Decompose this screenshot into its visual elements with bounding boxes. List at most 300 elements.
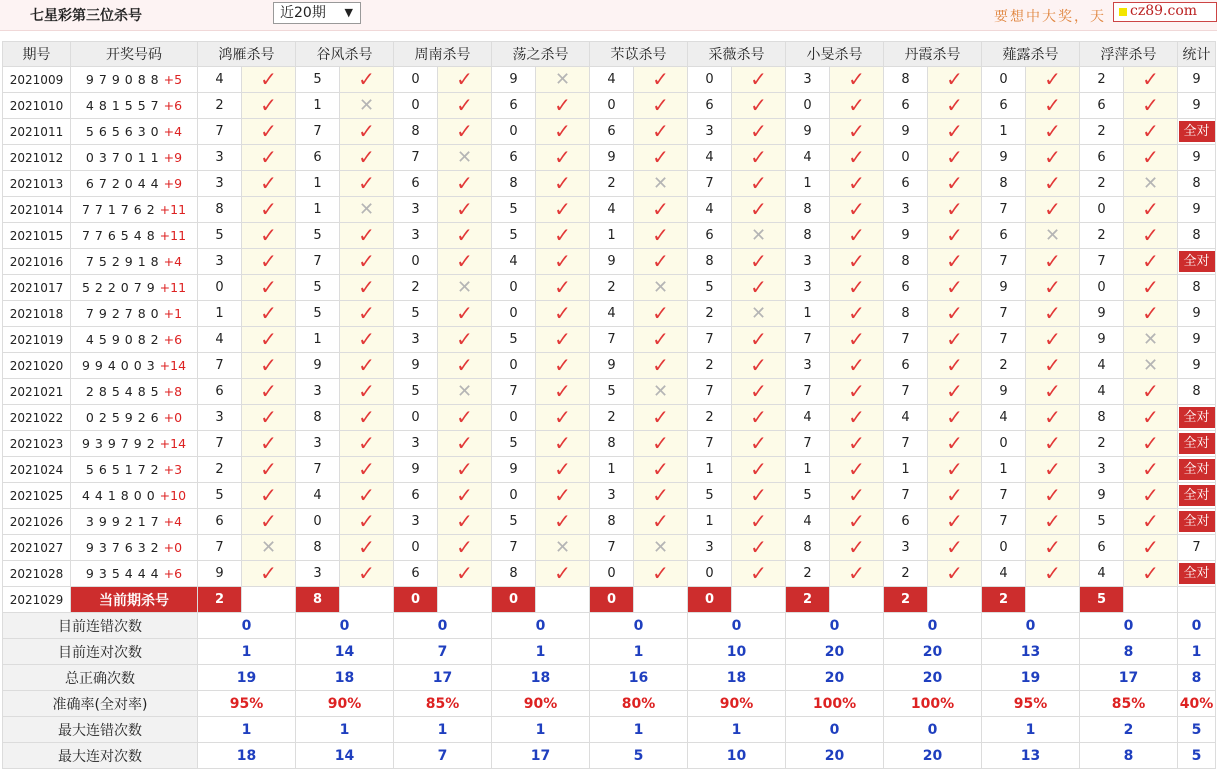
kill-number-cell: 3	[786, 353, 830, 379]
result-mark-cell	[242, 145, 296, 171]
result-mark-cell	[634, 431, 688, 457]
check-icon: ✓	[260, 509, 277, 533]
result-mark-cell	[438, 301, 492, 327]
draw-numbers-cell	[71, 275, 198, 301]
empty-cell	[928, 587, 982, 613]
check-icon: ✓	[946, 249, 963, 273]
table-row	[3, 379, 1216, 405]
check-icon: ✓	[1044, 561, 1061, 585]
result-mark-cell	[928, 145, 982, 171]
result-mark-cell	[340, 93, 394, 119]
check-icon: ✓	[456, 431, 473, 455]
kill-number-cell: 4	[786, 405, 830, 431]
check-icon: ✓	[1044, 405, 1061, 429]
all-correct-badge: 全对	[1179, 485, 1215, 506]
result-mark-cell	[830, 561, 884, 587]
check-icon: ✓	[652, 223, 669, 247]
result-mark-cell	[732, 145, 786, 171]
result-mark-cell	[732, 93, 786, 119]
summary-value: 0	[884, 717, 982, 743]
kill-number-cell: 6	[884, 171, 928, 197]
result-mark-cell	[1124, 483, 1178, 509]
period-cell: 2021019	[3, 327, 71, 353]
result-mark-cell	[634, 327, 688, 353]
summary-value: 18	[296, 665, 394, 691]
result-mark-cell	[1026, 301, 1080, 327]
result-mark-cell	[536, 353, 590, 379]
period-cell: 2021023	[3, 431, 71, 457]
cross-icon: ✕	[1044, 224, 1061, 246]
summary-value: 0	[492, 613, 590, 639]
check-icon: ✓	[260, 483, 277, 507]
kill-number-cell: 4	[198, 327, 242, 353]
kill-number-cell: 7	[786, 431, 830, 457]
check-icon: ✓	[456, 93, 473, 117]
period-cell: 2021011	[3, 119, 71, 145]
result-mark-cell	[340, 379, 394, 405]
column-header: 开奖号码	[71, 42, 198, 67]
draw-sum: +6	[163, 332, 183, 347]
result-mark-cell	[1026, 353, 1080, 379]
check-icon: ✓	[260, 457, 277, 481]
kill-number-cell: 7	[492, 535, 536, 561]
summary-value: 10	[688, 639, 786, 665]
summary-value: 16	[590, 665, 688, 691]
kill-number-cell: 1	[296, 327, 340, 353]
check-icon: ✓	[946, 327, 963, 351]
result-mark-cell	[634, 223, 688, 249]
result-mark-cell	[438, 457, 492, 483]
result-mark-cell	[1026, 93, 1080, 119]
draw-digits: 939792	[81, 436, 160, 451]
check-icon: ✓	[1142, 431, 1159, 455]
result-mark-cell	[928, 197, 982, 223]
result-mark-cell	[438, 509, 492, 535]
current-kill-label: 当前期杀号	[71, 587, 198, 613]
check-icon: ✓	[554, 93, 571, 117]
check-icon: ✓	[848, 405, 865, 429]
column-header: 小旻杀号	[786, 42, 884, 67]
draw-sum: +11	[159, 228, 187, 243]
check-icon: ✓	[946, 509, 963, 533]
kill-number-cell: 0	[786, 93, 830, 119]
kill-number-cell: 6	[982, 93, 1026, 119]
kill-number-cell: 7	[884, 431, 928, 457]
check-icon: ✓	[946, 171, 963, 195]
table-row	[3, 67, 1216, 93]
check-icon: ✓	[358, 457, 375, 481]
result-mark-cell	[340, 509, 394, 535]
cross-icon: ✕	[554, 68, 571, 90]
result-mark-cell	[928, 327, 982, 353]
check-icon: ✓	[946, 67, 963, 91]
check-icon: ✓	[358, 327, 375, 351]
result-mark-cell	[536, 535, 590, 561]
check-icon: ✓	[1044, 249, 1061, 273]
summary-value: 0	[590, 613, 688, 639]
draw-numbers-cell	[71, 483, 198, 509]
kill-number-cell: 0	[1080, 197, 1124, 223]
summary-value: 5	[590, 743, 688, 769]
summary-value: 17	[394, 665, 492, 691]
draw-numbers-cell	[71, 67, 198, 93]
summary-value: 5	[1178, 743, 1216, 769]
period-cell: 2021026	[3, 509, 71, 535]
kill-number-cell: 4	[296, 483, 340, 509]
check-icon: ✓	[358, 431, 375, 455]
kill-number-cell: 8	[786, 535, 830, 561]
period-cell: 2021021	[3, 379, 71, 405]
kill-number-cell: 5	[296, 223, 340, 249]
check-icon: ✓	[1044, 457, 1061, 481]
result-mark-cell	[634, 483, 688, 509]
column-header: 谷风杀号	[296, 42, 394, 67]
result-mark-cell	[242, 223, 296, 249]
check-icon: ✓	[652, 197, 669, 221]
kill-number-cell: 4	[590, 67, 634, 93]
check-icon: ✓	[1142, 145, 1159, 169]
check-icon: ✓	[1142, 509, 1159, 533]
kill-number-cell: 4	[590, 197, 634, 223]
table-row	[3, 197, 1216, 223]
draw-sum: +3	[163, 462, 183, 477]
period-range-select[interactable]	[273, 2, 361, 24]
check-icon: ✓	[554, 119, 571, 143]
result-mark-cell	[928, 353, 982, 379]
kill-number-cell: 0	[394, 67, 438, 93]
period-cell: 2021020	[3, 353, 71, 379]
current-kill-value: 2	[884, 587, 928, 613]
check-icon: ✓	[848, 171, 865, 195]
check-icon: ✓	[848, 457, 865, 481]
result-mark-cell	[634, 457, 688, 483]
kill-number-cell: 5	[492, 431, 536, 457]
result-mark-cell	[732, 483, 786, 509]
kill-number-cell: 0	[492, 483, 536, 509]
draw-digits: 776548	[81, 228, 160, 243]
current-kill-value: 2	[786, 587, 830, 613]
column-header: 统计	[1178, 42, 1216, 67]
check-icon: ✓	[1142, 535, 1159, 559]
current-kill-value: 0	[492, 587, 536, 613]
result-mark-cell	[732, 171, 786, 197]
check-icon: ✓	[946, 275, 963, 299]
check-icon: ✓	[946, 561, 963, 585]
column-header: 浮萍杀号	[1080, 42, 1178, 67]
check-icon: ✓	[1044, 327, 1061, 351]
result-mark-cell	[1124, 379, 1178, 405]
stat-cell: 8	[1178, 223, 1216, 249]
result-mark-cell	[1026, 171, 1080, 197]
check-icon: ✓	[554, 483, 571, 507]
summary-value: 0	[688, 613, 786, 639]
kill-number-cell: 4	[198, 67, 242, 93]
check-icon: ✓	[946, 483, 963, 507]
site-logo[interactable]	[1113, 2, 1217, 22]
check-icon: ✓	[750, 483, 767, 507]
result-mark-cell	[340, 431, 394, 457]
summary-value: 8	[1080, 639, 1178, 665]
summary-value: 95%	[982, 691, 1080, 717]
draw-numbers-cell	[71, 249, 198, 275]
kill-number-cell: 2	[688, 353, 732, 379]
kill-number-cell: 1	[884, 457, 928, 483]
period-cell: 2021012	[3, 145, 71, 171]
cross-icon: ✕	[1142, 354, 1159, 376]
summary-value: 20	[884, 743, 982, 769]
check-icon: ✓	[456, 171, 473, 195]
check-icon: ✓	[554, 197, 571, 221]
check-icon: ✓	[750, 509, 767, 533]
check-icon: ✓	[750, 249, 767, 273]
kill-number-cell: 0	[394, 405, 438, 431]
column-header: 周南杀号	[394, 42, 492, 67]
result-mark-cell	[830, 67, 884, 93]
check-icon: ✓	[652, 457, 669, 481]
kill-number-cell: 7	[492, 379, 536, 405]
kill-number-cell: 8	[590, 431, 634, 457]
result-mark-cell	[438, 431, 492, 457]
draw-sum: +14	[159, 358, 187, 373]
empty-cell	[830, 587, 884, 613]
check-icon: ✓	[848, 223, 865, 247]
summary-value: 0	[786, 717, 884, 743]
check-icon: ✓	[1142, 275, 1159, 299]
empty-cell	[536, 587, 590, 613]
result-mark-cell	[928, 431, 982, 457]
result-mark-cell	[438, 561, 492, 587]
summary-value: 0	[1178, 613, 1216, 639]
draw-numbers-cell	[71, 171, 198, 197]
draw-numbers-cell	[71, 561, 198, 587]
table-row	[3, 509, 1216, 535]
summary-value: 13	[982, 743, 1080, 769]
result-mark-cell	[830, 197, 884, 223]
cross-icon: ✕	[652, 380, 669, 402]
summary-value: 90%	[296, 691, 394, 717]
draw-numbers-cell	[71, 457, 198, 483]
check-icon: ✓	[750, 119, 767, 143]
kill-number-cell: 7	[884, 483, 928, 509]
draw-sum: +8	[163, 384, 183, 399]
kill-number-cell: 3	[296, 561, 340, 587]
check-icon: ✓	[260, 171, 277, 195]
result-mark-cell	[438, 93, 492, 119]
draw-numbers-cell	[71, 327, 198, 353]
check-icon: ✓	[554, 275, 571, 299]
result-mark-cell	[340, 223, 394, 249]
kill-number-cell: 0	[982, 67, 1026, 93]
check-icon: ✓	[848, 249, 865, 273]
table-row	[3, 275, 1216, 301]
kill-number-cell: 5	[688, 275, 732, 301]
summary-value: 1	[590, 717, 688, 743]
result-mark-cell	[536, 327, 590, 353]
result-mark-cell	[242, 535, 296, 561]
draw-digits: 937632	[85, 540, 164, 555]
kill-number-cell: 8	[884, 301, 928, 327]
check-icon: ✓	[750, 379, 767, 403]
check-icon: ✓	[1142, 93, 1159, 117]
column-header: 期号	[3, 42, 71, 67]
summary-value: 20	[884, 639, 982, 665]
check-icon: ✓	[260, 379, 277, 403]
summary-value: 20	[884, 665, 982, 691]
summary-label: 最大连错次数	[3, 717, 198, 743]
draw-digits: 994003	[81, 358, 160, 373]
kill-number-cell: 6	[394, 171, 438, 197]
check-icon: ✓	[358, 535, 375, 559]
summary-value: 1	[1178, 639, 1216, 665]
empty-cell	[1026, 587, 1080, 613]
check-icon: ✓	[652, 327, 669, 351]
result-mark-cell	[536, 561, 590, 587]
result-mark-cell	[830, 353, 884, 379]
check-icon: ✓	[554, 405, 571, 429]
kill-number-cell: 5	[394, 301, 438, 327]
check-icon: ✓	[848, 509, 865, 533]
column-header: 鸿雁杀号	[198, 42, 296, 67]
kill-number-cell: 2	[590, 405, 634, 431]
summary-value: 18	[198, 743, 296, 769]
current-period-row	[3, 587, 1216, 613]
kill-number-cell: 6	[492, 145, 536, 171]
result-mark-cell	[536, 457, 590, 483]
check-icon: ✓	[652, 67, 669, 91]
summary-value: 8	[1178, 665, 1216, 691]
kill-number-cell: 5	[198, 223, 242, 249]
result-mark-cell	[536, 275, 590, 301]
kill-number-cell: 6	[884, 93, 928, 119]
summary-value: 100%	[786, 691, 884, 717]
check-icon: ✓	[946, 197, 963, 221]
kill-number-cell: 7	[688, 327, 732, 353]
result-mark-cell	[242, 327, 296, 353]
result-mark-cell	[438, 119, 492, 145]
current-kill-value: 0	[590, 587, 634, 613]
logo-square-icon	[1119, 8, 1127, 16]
result-mark-cell	[242, 509, 296, 535]
check-icon: ✓	[946, 353, 963, 377]
kill-number-cell: 2	[1080, 223, 1124, 249]
result-mark-cell	[928, 275, 982, 301]
empty-cell	[1124, 587, 1178, 613]
current-kill-value: 0	[394, 587, 438, 613]
summary-row	[3, 717, 1216, 743]
draw-digits: 285485	[85, 384, 164, 399]
stat-cell: 9	[1178, 353, 1216, 379]
result-mark-cell	[928, 561, 982, 587]
table-row	[3, 483, 1216, 509]
result-mark-cell	[438, 353, 492, 379]
summary-value: 10	[688, 743, 786, 769]
check-icon: ✓	[1044, 67, 1061, 91]
result-mark-cell	[340, 405, 394, 431]
check-icon: ✓	[358, 301, 375, 325]
result-mark-cell	[438, 249, 492, 275]
kill-number-cell: 8	[296, 535, 340, 561]
summary-value: 40%	[1178, 691, 1216, 717]
check-icon: ✓	[652, 145, 669, 169]
draw-digits: 771762	[81, 202, 160, 217]
result-mark-cell	[340, 67, 394, 93]
result-mark-cell	[1026, 249, 1080, 275]
check-icon: ✓	[1044, 353, 1061, 377]
check-icon: ✓	[848, 67, 865, 91]
kill-number-cell: 4	[786, 509, 830, 535]
kill-number-cell: 7	[198, 431, 242, 457]
check-icon: ✓	[554, 301, 571, 325]
kill-number-cell: 2	[982, 353, 1026, 379]
result-mark-cell	[242, 171, 296, 197]
check-icon: ✓	[750, 275, 767, 299]
check-icon: ✓	[260, 327, 277, 351]
check-icon: ✓	[358, 119, 375, 143]
kill-number-cell: 9	[296, 353, 340, 379]
check-icon: ✓	[848, 353, 865, 377]
stat-cell	[1178, 509, 1216, 535]
kill-number-cell: 0	[394, 249, 438, 275]
result-mark-cell	[928, 93, 982, 119]
table-row	[3, 301, 1216, 327]
cross-icon: ✕	[358, 94, 375, 116]
empty-cell	[340, 587, 394, 613]
result-mark-cell	[242, 353, 296, 379]
summary-value: 13	[982, 639, 1080, 665]
result-mark-cell	[242, 93, 296, 119]
kill-number-cell: 2	[590, 275, 634, 301]
result-mark-cell	[634, 171, 688, 197]
result-mark-cell	[340, 301, 394, 327]
kill-number-cell: 4	[492, 249, 536, 275]
check-icon: ✓	[750, 535, 767, 559]
result-mark-cell	[536, 197, 590, 223]
period-cell: 2021027	[3, 535, 71, 561]
check-icon: ✓	[1044, 171, 1061, 195]
result-mark-cell	[340, 275, 394, 301]
kill-number-cell: 5	[492, 223, 536, 249]
result-mark-cell	[830, 379, 884, 405]
kill-number-cell: 7	[982, 249, 1026, 275]
result-mark-cell	[1124, 405, 1178, 431]
cross-icon: ✕	[554, 536, 571, 558]
result-mark-cell	[634, 249, 688, 275]
draw-digits: 792780	[85, 306, 164, 321]
kill-number-cell: 1	[786, 171, 830, 197]
summary-value: 1	[198, 639, 296, 665]
check-icon: ✓	[260, 93, 277, 117]
result-mark-cell	[830, 171, 884, 197]
result-mark-cell	[1026, 223, 1080, 249]
draw-sum: +0	[163, 410, 183, 425]
check-icon: ✓	[1044, 301, 1061, 325]
cross-icon: ✕	[750, 224, 767, 246]
kill-number-cell: 3	[394, 509, 438, 535]
result-mark-cell	[438, 405, 492, 431]
summary-row	[3, 743, 1216, 769]
check-icon: ✓	[260, 405, 277, 429]
kill-number-cell: 3	[296, 379, 340, 405]
result-mark-cell	[1124, 535, 1178, 561]
result-mark-cell	[830, 275, 884, 301]
scrolling-notice: 要想中大奖，天	[994, 9, 1106, 25]
check-icon: ✓	[456, 483, 473, 507]
kill-number-cell: 9	[884, 223, 928, 249]
check-icon: ✓	[358, 275, 375, 299]
kill-number-cell: 7	[982, 197, 1026, 223]
all-correct-badge: 全对	[1179, 121, 1215, 142]
period-cell: 2021015	[3, 223, 71, 249]
